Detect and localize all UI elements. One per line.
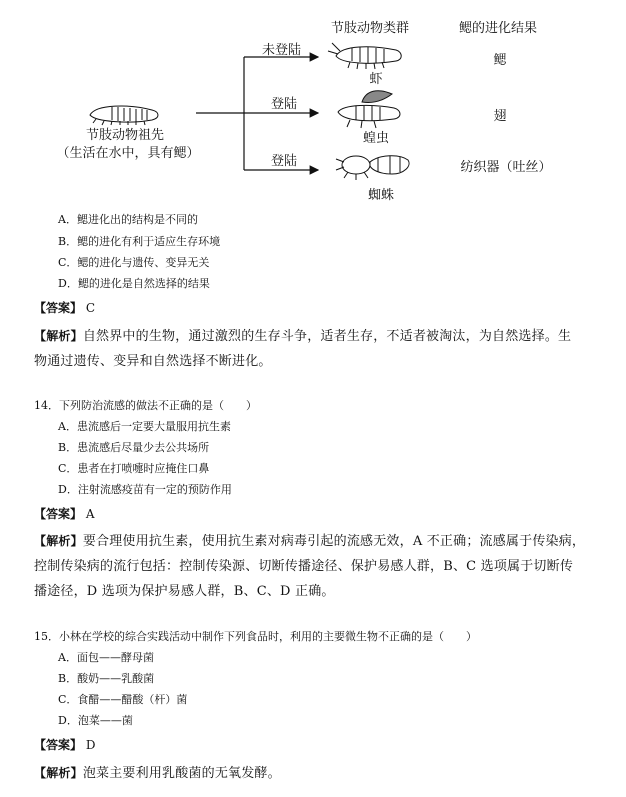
result-spider: 纺织器（吐丝） <box>460 160 552 175</box>
locust-illustration <box>338 91 400 128</box>
branch-label-shrimp: 未登陆 <box>262 43 302 58</box>
q14-answer <box>34 505 95 522</box>
q14-analysis-line-1 <box>34 530 585 549</box>
q15-answer <box>34 736 95 753</box>
q15-analysis-tag: 【解析】 <box>34 766 83 780</box>
q13-option-d: D．鳃的进化是自然选择的结果 <box>58 277 210 290</box>
q15-option-a: A．面包——酵母菌 <box>58 651 154 664</box>
q14-answer-value: A <box>85 507 95 521</box>
animal-spider: 蜘蛛 <box>367 188 395 203</box>
branch-label-spider: 登陆 <box>271 154 298 169</box>
ancestor-note: （生活在水中，具有鳃） <box>56 146 200 161</box>
q14-analysis-tag: 【解析】 <box>34 534 83 548</box>
q15-answer-tag: 【答案】 <box>34 738 83 752</box>
q13-answer-value: C <box>85 301 96 315</box>
q14-option-a: A．患流感后一定要大量服用抗生素 <box>58 420 231 433</box>
q15-option-b: B．酸奶——乳酸菌 <box>58 672 155 685</box>
q14-option-c: C．患者在打喷嚏时应掩住口鼻 <box>58 462 210 475</box>
q14-analysis-text-1: 要合理使用抗生素，使用抗生素对病毒引起的流感无效，A 不正确；流感属于传染病， <box>82 534 586 549</box>
animal-locust: 蝗虫 <box>362 131 390 146</box>
column-header-result: 鳃的进化结果 <box>459 21 538 36</box>
q14-stem: 14．下列防治流感的做法不正确的是（ ） <box>34 399 257 412</box>
q13-analysis-line-1 <box>34 325 571 344</box>
q14-analysis-line-2: 控制传染病的流行包括：控制传染源、切断传播途径、保护易感人群，B、C 选项属于切断传 <box>34 559 574 574</box>
q15-stem: 15．小林在学校的综合实践活动中制作下列食品时，利用的主要微生物不正确的是（ ） <box>34 630 477 643</box>
result-locust: 翅 <box>493 109 507 124</box>
q14-analysis-line-3: 播途径，D 选项为保护易感人群，B、C、D 正确。 <box>34 584 335 599</box>
branch-arrows <box>196 57 318 170</box>
q13-analysis-text-1: 自然界中的生物，通过激烈的生存斗争，适者生存，不适者被淘汰，为自然选择。生 <box>82 329 572 344</box>
q15-option-d: D．泡菜——菌 <box>58 714 133 727</box>
q13-analysis-tag: 【解析】 <box>34 329 83 343</box>
spider-illustration <box>336 156 409 180</box>
q14-option-d: D．注射流感疫苗有一定的预防作用 <box>58 483 232 496</box>
q15-answer-value: D <box>85 738 96 752</box>
q13-option-c: C．鳃的进化与遗传、变异无关 <box>58 256 210 269</box>
q13-answer <box>34 299 95 316</box>
q13-answer-tag: 【答案】 <box>34 301 83 315</box>
q15-option-c: C．食醋——醋酸（杆）菌 <box>58 693 188 706</box>
q13-option-a: A．鳃进化出的结构是不同的 <box>58 213 198 226</box>
animal-shrimp: 虾 <box>369 72 383 87</box>
evolution-diagram <box>0 0 626 205</box>
q15-analysis-text-1: 泡菜主要利用乳酸菌的无氧发酵。 <box>82 766 281 781</box>
q15-analysis-line-1 <box>34 762 281 781</box>
q13-option-b: B．鳃的进化有利于适应生存环境 <box>58 235 221 248</box>
q14-answer-tag: 【答案】 <box>34 507 83 521</box>
result-shrimp: 鳃 <box>493 53 507 68</box>
ancestor-label: 节肢动物祖先 <box>85 128 165 143</box>
ancestor-larva-illustration <box>90 106 158 125</box>
branch-label-locust: 登陆 <box>271 97 298 112</box>
q13-analysis-line-2: 物通过遗传、变异和自然选择不断进化。 <box>34 354 272 369</box>
shrimp-illustration <box>328 43 401 69</box>
q14-option-b: B．患流感后尽量少去公共场所 <box>58 441 210 454</box>
column-header-group: 节肢动物类群 <box>331 21 410 36</box>
